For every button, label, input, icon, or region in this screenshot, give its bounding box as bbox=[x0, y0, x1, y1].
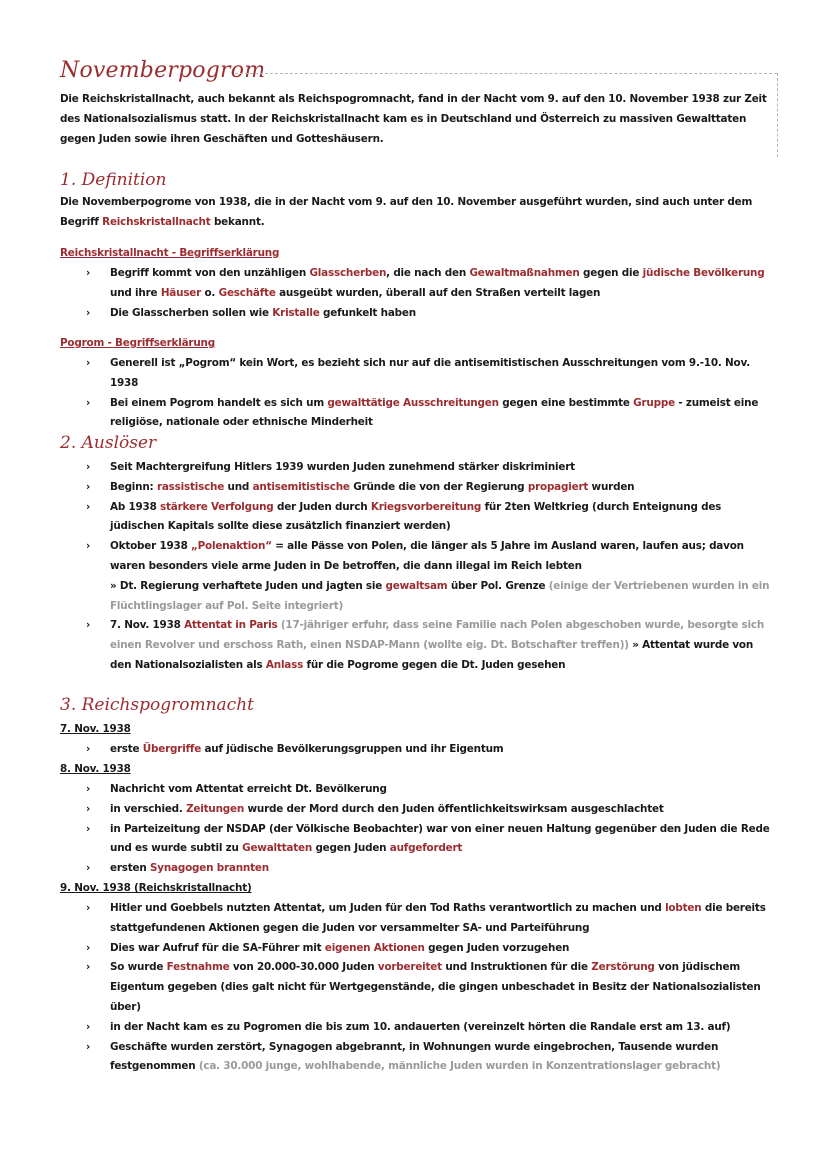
definition-text: Die Novemberpogrome von 1938, die in der Nacht vom 9. auf den 10. November ausgeführt wurden, sind auch unter dem Begriff bbox=[60, 196, 753, 228]
chevron-right-icon: › bbox=[86, 783, 91, 795]
list-item: › in der Nacht kam es zu Pogromen die bis zum 10. andauerten (vereinzelt hörten die Randale erst am 13. auf) bbox=[60, 1018, 770, 1038]
definition-end: bekannt. bbox=[210, 215, 265, 228]
list-item: › Geschäfte wurden zerstört, Synagogen abgebrannt, in Wohnungen wurde eingebrochen, Tausende wurden festgenommen (ca. 30.000 junge, wohlhabende, männliche Juden wurden in Konzentrationslager gebracht) bbox=[60, 1038, 770, 1078]
chevron-right-icon: › bbox=[86, 396, 91, 409]
intro-frame-line bbox=[777, 73, 778, 157]
chevron-right-icon: › bbox=[86, 357, 91, 369]
chevron-right-icon: › bbox=[86, 961, 91, 974]
title-divider bbox=[235, 73, 777, 74]
chevron-right-icon: › bbox=[86, 822, 91, 835]
chevron-right-icon: › bbox=[86, 862, 91, 875]
chevron-right-icon: › bbox=[86, 306, 91, 319]
date-7-nov: 7. Nov. 1938 bbox=[60, 723, 131, 735]
list-item: › Oktober 1938 „Polenaktion“ = alle Pässe von Polen, die länger als 5 Jahre im Ausland waren, laufen aus; davon waren besonders viele arme Juden in De betroffen, die dann illegal im Reich lebten » Dt. Regierung verhaftete Juden und jagten sie gewaltsam über Pol. Grenze (einige der Vertriebenen wurden in ein Flüchtlingslager auf Pol. Seite integriert) bbox=[60, 537, 770, 616]
section-2-heading: 2. Auslöser bbox=[60, 433, 157, 453]
chevron-right-icon: › bbox=[86, 500, 91, 513]
chevron-right-icon: › bbox=[86, 743, 91, 755]
list-item: › in Parteizeitung der NSDAP (der Völkische Beobachter) war von einer neuen Haltung gegenüber den Juden die Rede und es wurde subtil zu Gewalttaten gegen Juden aufgefordert bbox=[60, 820, 770, 860]
list-item: › Bei einem Pogrom handelt es sich um gewalttätige Ausschreitungen gegen eine bestimmte Gruppe - zumeist eine religiöse, nationale oder ethnische Minderheit bbox=[60, 394, 770, 434]
list-item: › Hitler und Goebbels nutzten Attentat, um Juden für den Tod Raths verantwortlich zu machen und lobten die bereits stattgefundenen Aktionen gegen die Juden vor versammelter SA- und Parteiführung bbox=[60, 899, 770, 939]
chevron-right-icon: › bbox=[86, 1040, 91, 1053]
date-8-nov: 8. Nov. 1938 bbox=[60, 763, 131, 775]
section-1-heading: 1. Definition bbox=[60, 170, 167, 190]
list-item: › Beginn: rassistische und antisemitistische Gründe die von der Regierung propagiert wurden bbox=[60, 478, 770, 498]
subheading-reichskristallnacht: Reichskristallnacht - Begriffserklärung bbox=[60, 247, 280, 259]
list-item: › Dies war Aufruf für die SA-Führer mit eigenen Aktionen gegen Juden vorzugehen bbox=[60, 939, 770, 959]
definition-term: Reichskristallnacht bbox=[102, 215, 211, 228]
nov8-list bbox=[60, 780, 770, 879]
chevron-right-icon: › bbox=[86, 1020, 91, 1033]
list-item: › So wurde Festnahme von 20.000-30.000 Juden vorbereitet und Instruktionen für die Zerstörung von jüdischem Eigentum gegeben (dies galt nicht für Wertgegenstände, die gingen unbeschadet in Besitz der Nationalsozialisten über) bbox=[60, 958, 770, 1017]
chevron-right-icon: › bbox=[86, 619, 91, 632]
list-item: › 7. Nov. 1938 Attentat in Paris (17-jähriger erfuhr, dass seine Familie nach Polen abgeschoben wurde, besorgte sich einen Revolver und erschoss Rath, einen NSDAP-Mann (wollte eig. Dt. Botschafter treffen)) » Attentat wurde von den Nationalsozialisten als Anlass für die Pogrome gegen die Dt. Juden gesehen bbox=[60, 616, 770, 675]
list-item: › erste Übergriffe auf jüdische Bevölkerungsgruppen und ihr Eigentum bbox=[60, 740, 770, 760]
list-item: › Begriff kommt von den unzähligen Glasscherben, die nach den Gewaltmaßnahmen gegen die jüdische Bevölkerung und ihre Häuser o. Geschäfte ausgeübt wurden, überall auf den Straßen verteilt lagen bbox=[60, 264, 770, 304]
intro-paragraph: Die Reichskristallnacht, auch bekannt als Reichspogromnacht, fand in der Nacht vom 9. auf den 10. November 1938 zur Zeit des Nationalsozialismus statt. In der Reichskristallnacht kam es in Deutschland und Österreich zu massiven Gewalttaten gegen Juden sowie ihren Geschäften und Gotteshäusern. bbox=[60, 93, 767, 145]
chevron-right-icon: › bbox=[86, 540, 91, 553]
nov7-list bbox=[60, 740, 770, 760]
chevron-right-icon: › bbox=[86, 941, 91, 954]
ausloeser-list bbox=[60, 458, 770, 676]
chevron-right-icon: › bbox=[86, 802, 91, 815]
list-item: › Generell ist „Pogrom“ kein Wort, es bezieht sich nur auf die antisemitistischen Ausschreitungen vom 9.-10. Nov. 1938 bbox=[60, 354, 770, 394]
subheading-pogrom: Pogrom - Begriffserklärung bbox=[60, 337, 215, 349]
chevron-right-icon: › bbox=[86, 902, 91, 914]
chevron-right-icon: › bbox=[86, 461, 91, 473]
list-item: › Die Glasscherben sollen wie Kristalle gefunkelt haben bbox=[60, 304, 770, 324]
list-item: › in verschied. Zeitungen wurde der Mord durch den Juden öffentlichkeitswirksam ausgeschlachtet bbox=[60, 800, 770, 820]
section-3-heading: 3. Reichspogromnacht bbox=[60, 695, 254, 715]
chevron-right-icon: › bbox=[86, 267, 91, 279]
nov9-list bbox=[60, 899, 770, 1077]
reichskristallnacht-list bbox=[60, 264, 770, 323]
page-title: Novemberpogrom bbox=[60, 58, 266, 83]
pogrom-list bbox=[60, 354, 770, 433]
title-row bbox=[60, 58, 778, 88]
list-item: › Seit Machtergreifung Hitlers 1939 wurden Juden zunehmend stärker diskriminiert bbox=[60, 458, 770, 478]
list-item: › Nachricht vom Attentat erreicht Dt. Bevölkerung bbox=[60, 780, 770, 800]
chevron-right-icon: › bbox=[86, 480, 91, 493]
definition-paragraph bbox=[60, 193, 768, 233]
list-item: › Ab 1938 stärkere Verfolgung der Juden durch Kriegsvorbereitung für 2ten Weltkrieg (durch Enteignung des jüdischen Kapitals sollte diese zusätzlich finanziert werden) bbox=[60, 498, 770, 538]
date-9-nov: 9. Nov. 1938 (Reichskristallnacht) bbox=[60, 882, 252, 894]
list-item: › ersten Synagogen brannten bbox=[60, 859, 770, 879]
